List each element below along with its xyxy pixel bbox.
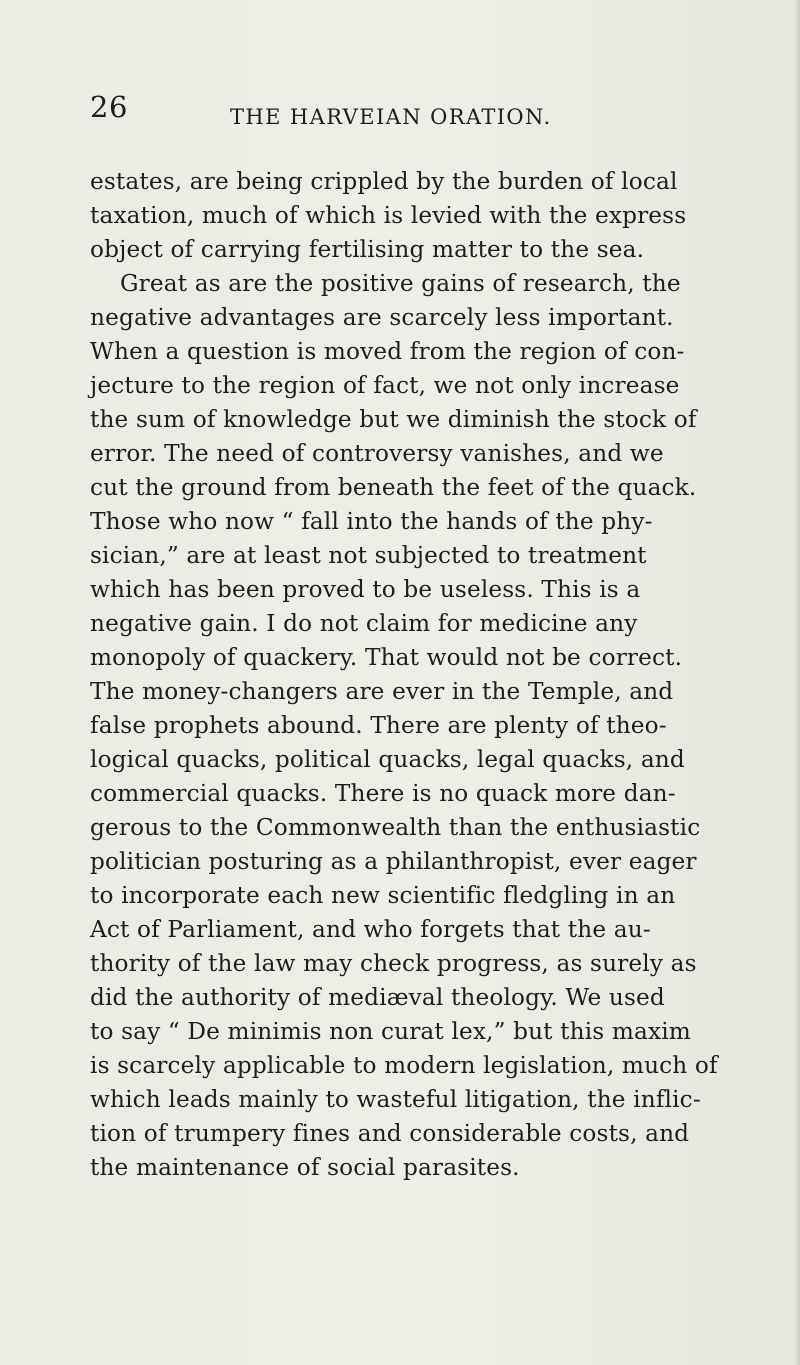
text-line: thority of the law may check progress, as surely as <box>90 950 697 977</box>
page-edge-shadow <box>794 0 800 1365</box>
running-head: THE HARVEIAN ORATION. <box>230 105 552 129</box>
text-line: object of carrying fertilising matter to the sea. <box>90 236 645 263</box>
text-line: negative gain. I do not claim for medicine any <box>90 610 638 637</box>
text-line: Act of Parliament, and who forgets that the au- <box>90 916 651 943</box>
text-line: taxation, much of which is levied with the express <box>90 202 687 229</box>
text-line: monopoly of quackery. That would not be correct. <box>90 644 683 671</box>
text-line: error. The need of controversy vanishes, and we <box>90 440 664 467</box>
text-line: which leads mainly to wasteful litigation, the inflic- <box>90 1086 701 1113</box>
text-line: politician posturing as a philanthropist, ever eager <box>90 848 697 875</box>
body-text <box>90 165 790 1185</box>
text-line: false prophets abound. There are plenty of theo- <box>90 712 667 739</box>
text-line: cut the ground from beneath the feet of the quack. <box>90 474 697 501</box>
text-line: the sum of knowledge but we diminish the stock of <box>90 406 697 433</box>
text-line: to incorporate each new scientific fledgling in an <box>90 882 676 909</box>
text-line: the maintenance of social parasites. <box>90 1154 520 1181</box>
paragraph-start-line: Great as are the positive gains of research, the <box>120 270 681 297</box>
text-line: The money-changers are ever in the Temple, and <box>90 678 674 705</box>
text-line: commercial quacks. There is no quack more dan- <box>90 780 676 807</box>
text-line: is scarcely applicable to modern legislation, much of <box>90 1052 718 1079</box>
text-line: gerous to the Commonwealth than the enthusiastic <box>90 814 701 841</box>
text-line: Those who now “ fall into the hands of the phy- <box>90 508 653 535</box>
page-number: 26 <box>90 90 128 124</box>
text-line: tion of trumpery fines and considerable costs, and <box>90 1120 690 1147</box>
text-line: estates, are being crippled by the burden of local <box>90 168 678 195</box>
text-line: logical quacks, political quacks, legal quacks, and <box>90 746 685 773</box>
text-line: to say “ De minimis non curat lex,” but this maxim <box>90 1018 691 1045</box>
text-line: negative advantages are scarcely less important. <box>90 304 674 331</box>
text-line: When a question is moved from the region of con- <box>90 338 685 365</box>
text-line: did the authority of mediæval theology. We used <box>90 984 665 1011</box>
text-line: sician,” are at least not subjected to treatment <box>90 542 647 569</box>
text-line: jecture to the region of fact, we not only increase <box>90 372 680 399</box>
text-line: which has been proved to be useless. This is a <box>90 576 641 603</box>
